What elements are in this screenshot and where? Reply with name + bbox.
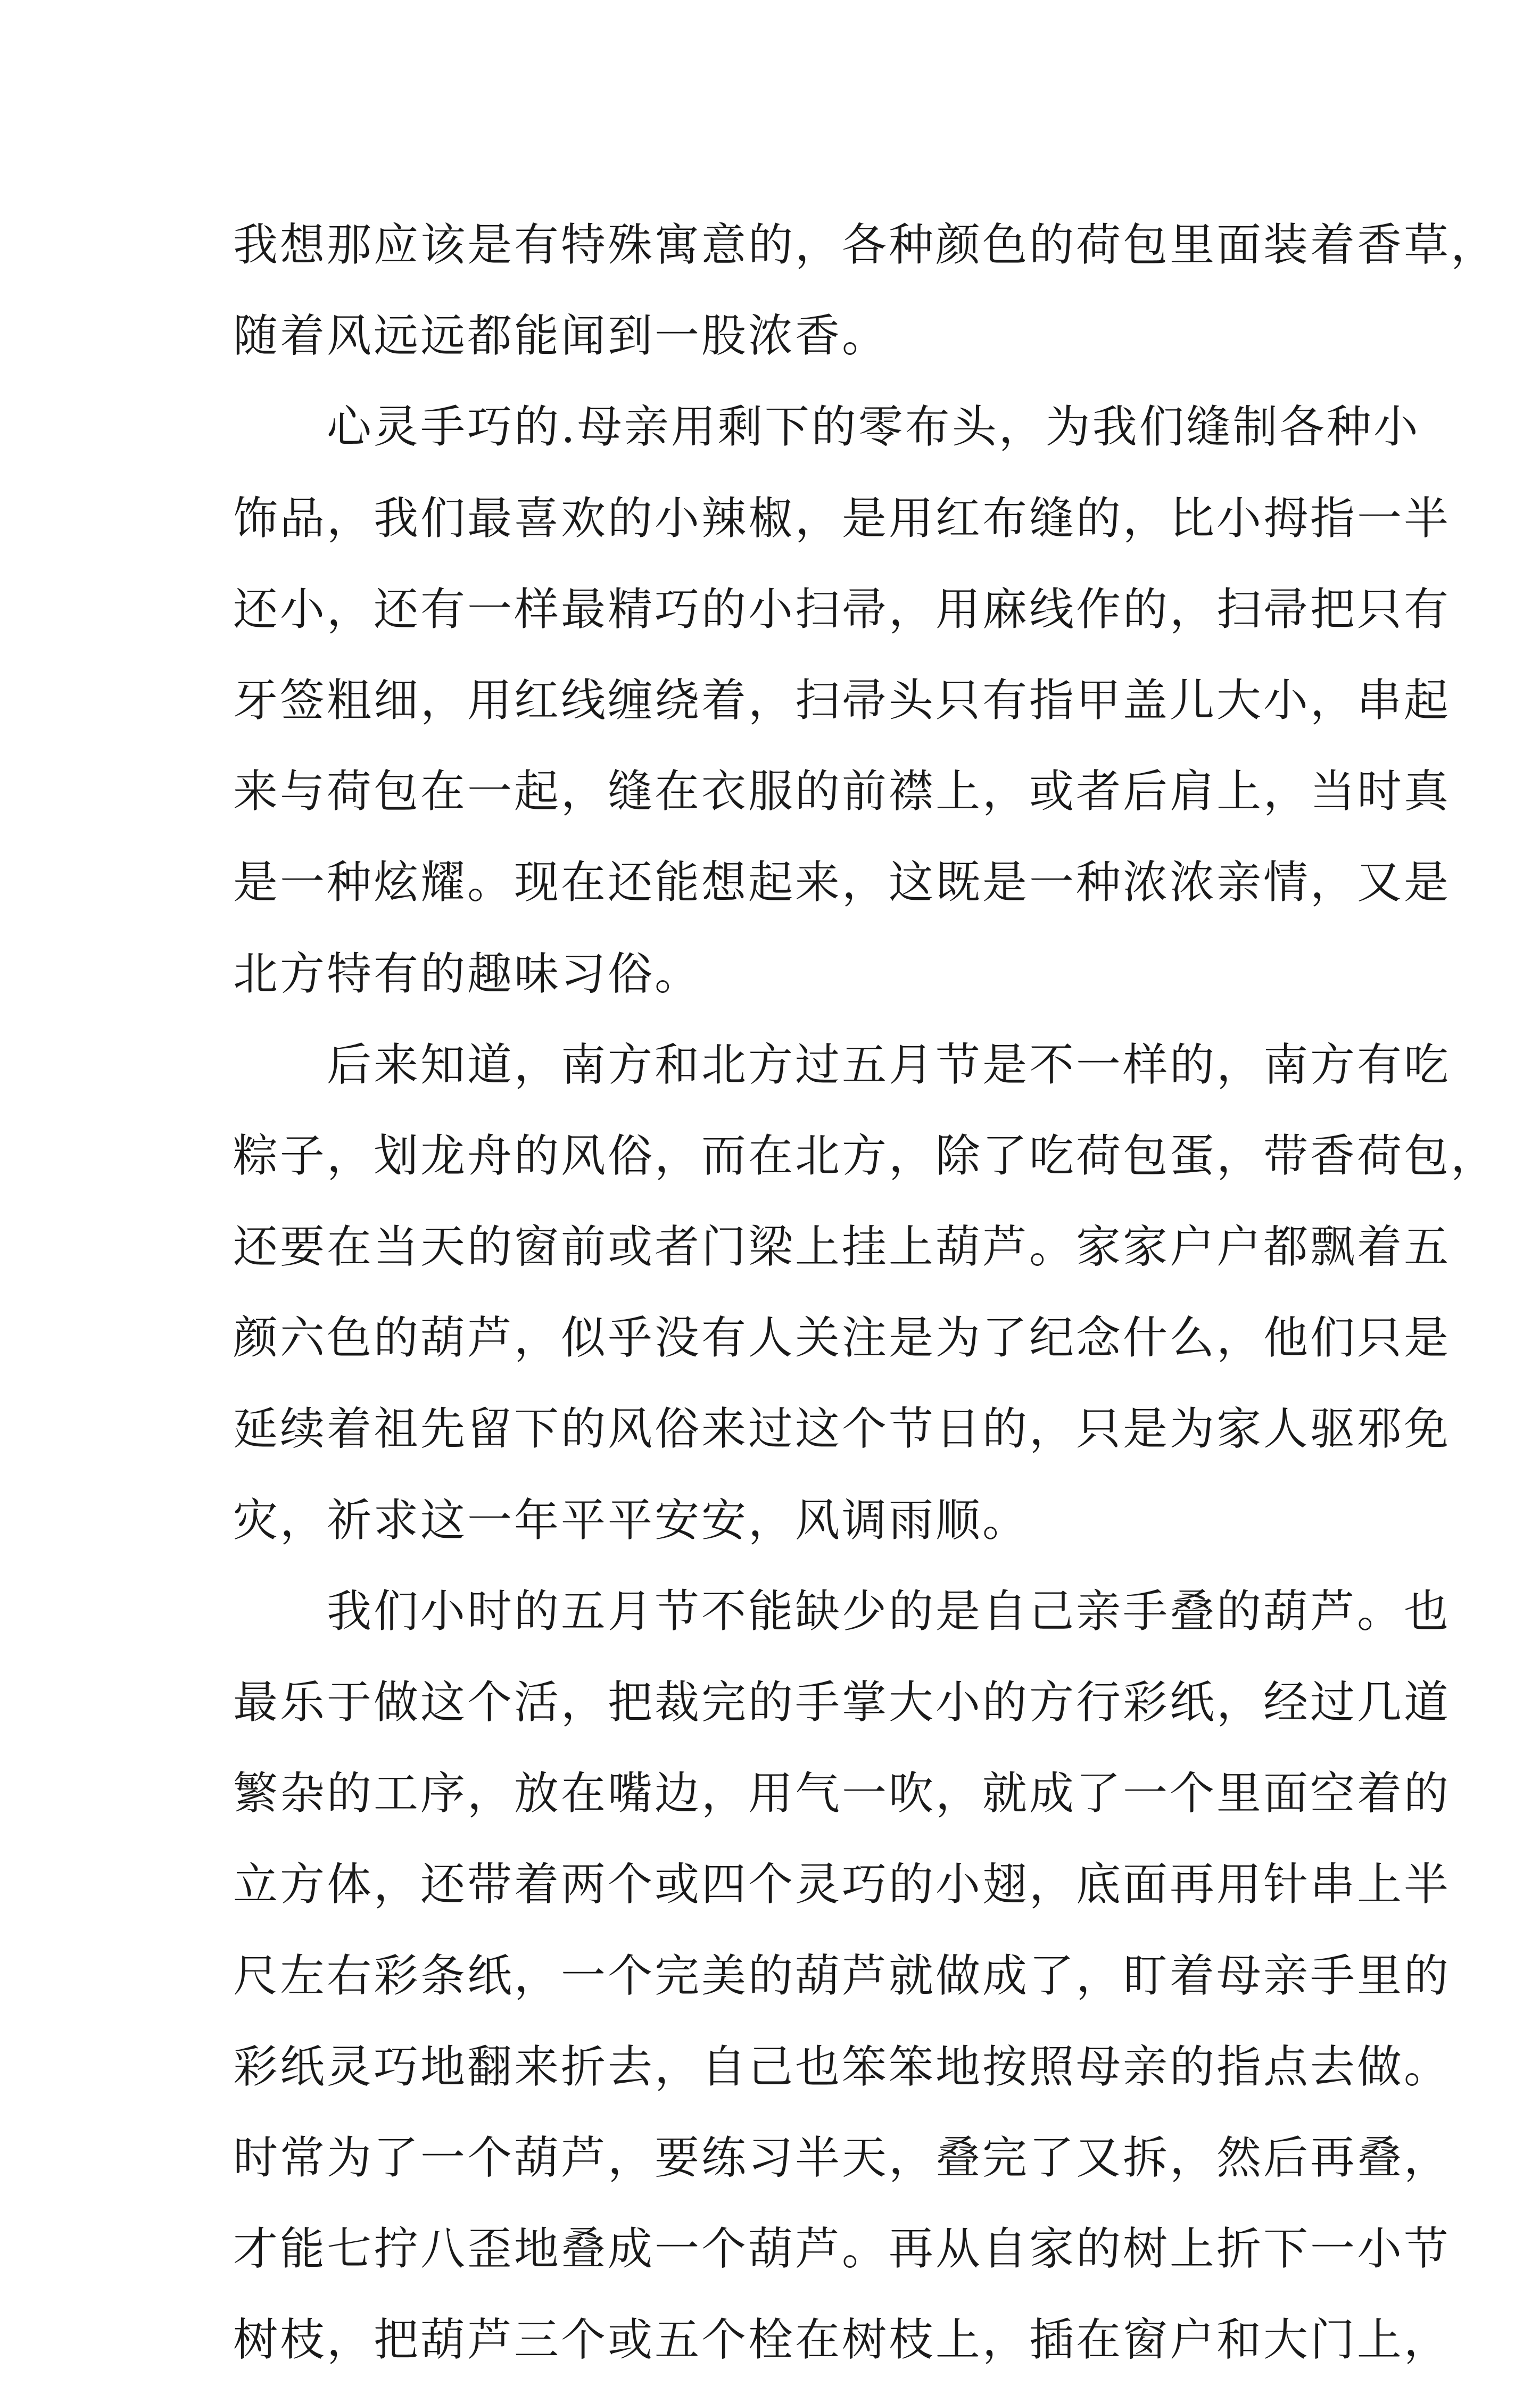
text-line: 彩纸灵巧地翻来折去，自己也笨笨地按照母亲的指点去做。 [233,2040,1451,2093]
text-line: 树枝，把葫芦三个或五个栓在树枝上，插在窗户和大门上， [233,2314,1451,2366]
text-line: 后来知道，南方和北方过五月节是不一样的，南方有吃 [233,1038,1451,1091]
text-line: 我们小时的五月节不能缺少的是自己亲手叠的葫芦。也 [233,1585,1451,1637]
text-line: 繁杂的工序，放在嘴边，用气一吹，就成了一个里面空着的 [233,1767,1451,1820]
text-line: 颜六色的葫芦，似乎没有人关注是为了纪念什么，他们只是 [233,1312,1451,1364]
text-line: 来与荷包在一起，缝在衣服的前襟上，或者后肩上，当时真 [233,765,1451,818]
text-line: 粽子，划龙舟的风俗，而在北方，除了吃荷包蛋，带香荷包， [233,1129,1498,1182]
text-line: 牙签粗细，用红线缠绕着，扫帚头只有指甲盖儿大小，串起 [233,674,1451,726]
text-line: 还要在当天的窗前或者门梁上挂上葫芦。家家户户都飘着五 [233,1221,1451,1273]
text-line: 心灵手巧的.母亲用剩下的零布头，为我们缝制各种小 [233,401,1420,453]
text-line: 时常为了一个葫芦，要练习半天，叠完了又拆，然后再叠， [233,2131,1451,2184]
text-line: 灾，祈求这一年平平安安，风调雨顺。 [233,1494,1030,1546]
text-line: 才能七拧八歪地叠成一个葫芦。再从自家的树上折下一小节 [233,2223,1451,2275]
text-line: 是一种炫耀。现在还能想起来，这既是一种浓浓亲情，又是 [233,856,1451,909]
text-line: 立方体，还带着两个或四个灵巧的小翅，底面再用针串上半 [233,1858,1451,1911]
text-line: 我想那应该是有特殊寓意的，各种颜色的荷包里面装着香草， [233,219,1498,271]
text-line: 还小，还有一样最精巧的小扫帚，用麻线作的，扫帚把只有 [233,583,1451,635]
body-text [233,200,1498,2386]
text-line: 饰品，我们最喜欢的小辣椒，是用红布缝的，比小拇指一半 [233,492,1451,544]
text-line: 尺左右彩条纸，一个完美的葫芦就做成了，盯着母亲手里的 [233,1949,1451,2002]
text-line: 最乐于做这个活，把裁完的手掌大小的方行彩纸，经过几道 [233,1676,1451,1728]
text-line: 随着风远远都能闻到一股浓香。 [233,310,889,362]
text-line: 北方特有的趣味习俗。 [233,947,702,1000]
text-line: 延续着祖先留下的风俗来过这个节日的，只是为家人驱邪免 [233,1403,1451,1455]
